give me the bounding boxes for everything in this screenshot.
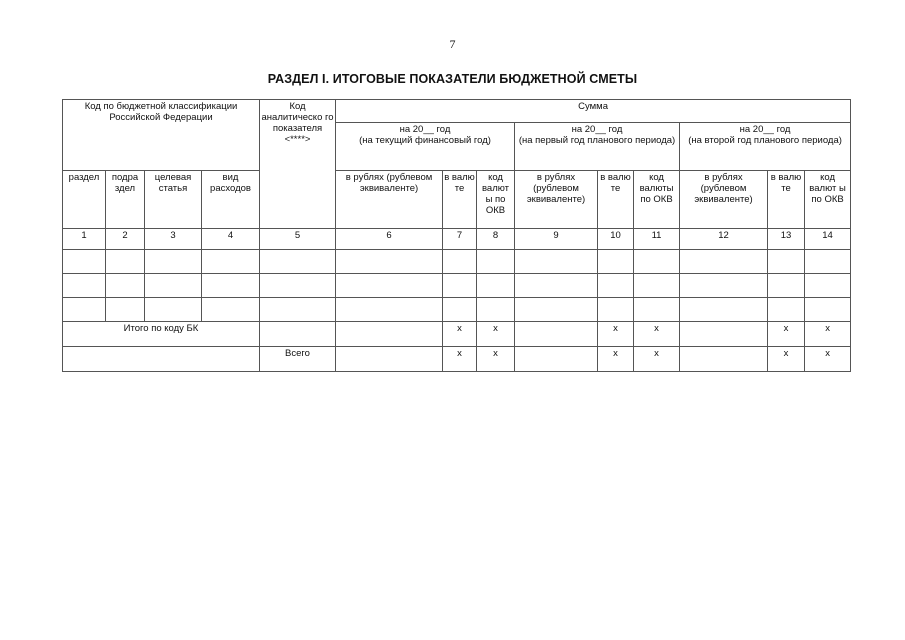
col-header-podrazdel: подра здел bbox=[106, 171, 145, 229]
period-desc-label: (на второй год планового периода) bbox=[688, 135, 842, 146]
period-header-current bbox=[336, 123, 515, 171]
analytic-code-header: Код аналитическо го показателя <****> bbox=[260, 100, 336, 229]
column-number: 14 bbox=[805, 229, 851, 250]
period-year-label: на 20__ год bbox=[399, 124, 451, 135]
col-header-okv-code: код валюты по ОКВ bbox=[634, 171, 680, 229]
col-header-okv-code: код валют ы по ОКВ bbox=[805, 171, 851, 229]
period-header-second-plan bbox=[680, 123, 851, 171]
column-number: 1 bbox=[63, 229, 106, 250]
na-mark: x bbox=[805, 322, 851, 347]
na-mark: x bbox=[598, 322, 634, 347]
column-number: 13 bbox=[768, 229, 805, 250]
col-header-target-article: целевая статья bbox=[145, 171, 202, 229]
table-row bbox=[63, 298, 851, 322]
column-number: 9 bbox=[515, 229, 598, 250]
na-mark: x bbox=[477, 347, 515, 372]
grand-total-label: Всего bbox=[260, 347, 336, 372]
column-number-row bbox=[63, 229, 851, 250]
na-mark: x bbox=[634, 347, 680, 372]
total-by-bk-label: Итого по коду БК bbox=[63, 322, 260, 347]
col-header-rubles: в рублях (рублевом эквиваленте) bbox=[515, 171, 598, 229]
total-by-bk-row bbox=[63, 322, 851, 347]
column-number: 4 bbox=[202, 229, 260, 250]
na-mark: x bbox=[768, 347, 805, 372]
col-header-okv-code: код валют ы по ОКВ bbox=[477, 171, 515, 229]
col-header-currency: в валю те bbox=[598, 171, 634, 229]
column-number: 3 bbox=[145, 229, 202, 250]
period-header-first-plan bbox=[515, 123, 680, 171]
na-mark: x bbox=[805, 347, 851, 372]
column-number: 12 bbox=[680, 229, 768, 250]
period-year-label: на 20__ год bbox=[571, 124, 623, 135]
na-mark: x bbox=[443, 347, 477, 372]
page-number: 7 bbox=[449, 37, 456, 51]
col-header-expense-type: вид расходов bbox=[202, 171, 260, 229]
column-number: 5 bbox=[260, 229, 336, 250]
column-number: 6 bbox=[336, 229, 443, 250]
na-mark: x bbox=[477, 322, 515, 347]
bk-code-header: Код по бюджетной классификации Российской Федерации bbox=[63, 100, 260, 171]
column-number: 2 bbox=[106, 229, 145, 250]
sum-header: Сумма bbox=[336, 100, 851, 123]
column-number: 8 bbox=[477, 229, 515, 250]
table-row bbox=[63, 274, 851, 298]
column-number: 11 bbox=[634, 229, 680, 250]
col-header-currency: в валю те bbox=[768, 171, 805, 229]
section-title: РАЗДЕЛ I. ИТОГОВЫЕ ПОКАЗАТЕЛИ БЮДЖЕТНОЙ СМЕТЫ bbox=[267, 72, 638, 86]
column-number: 10 bbox=[598, 229, 634, 250]
col-header-razdel: раздел bbox=[63, 171, 106, 229]
col-header-rubles: в рублях (рублевом эквиваленте) bbox=[680, 171, 768, 229]
period-year-label: на 20__ год bbox=[739, 124, 791, 135]
grand-total-row bbox=[63, 347, 851, 372]
period-desc-label: (на первый год планового периода) bbox=[518, 135, 676, 146]
col-header-rubles: в рублях (рублевом эквиваленте) bbox=[336, 171, 443, 229]
na-mark: x bbox=[634, 322, 680, 347]
na-mark: x bbox=[598, 347, 634, 372]
na-mark: x bbox=[768, 322, 805, 347]
col-header-currency: в валю те bbox=[443, 171, 477, 229]
table-row bbox=[63, 250, 851, 274]
budget-summary-table bbox=[62, 99, 851, 372]
na-mark: x bbox=[443, 322, 477, 347]
period-desc-label: (на текущий финансовый год) bbox=[359, 135, 491, 146]
column-number: 7 bbox=[443, 229, 477, 250]
